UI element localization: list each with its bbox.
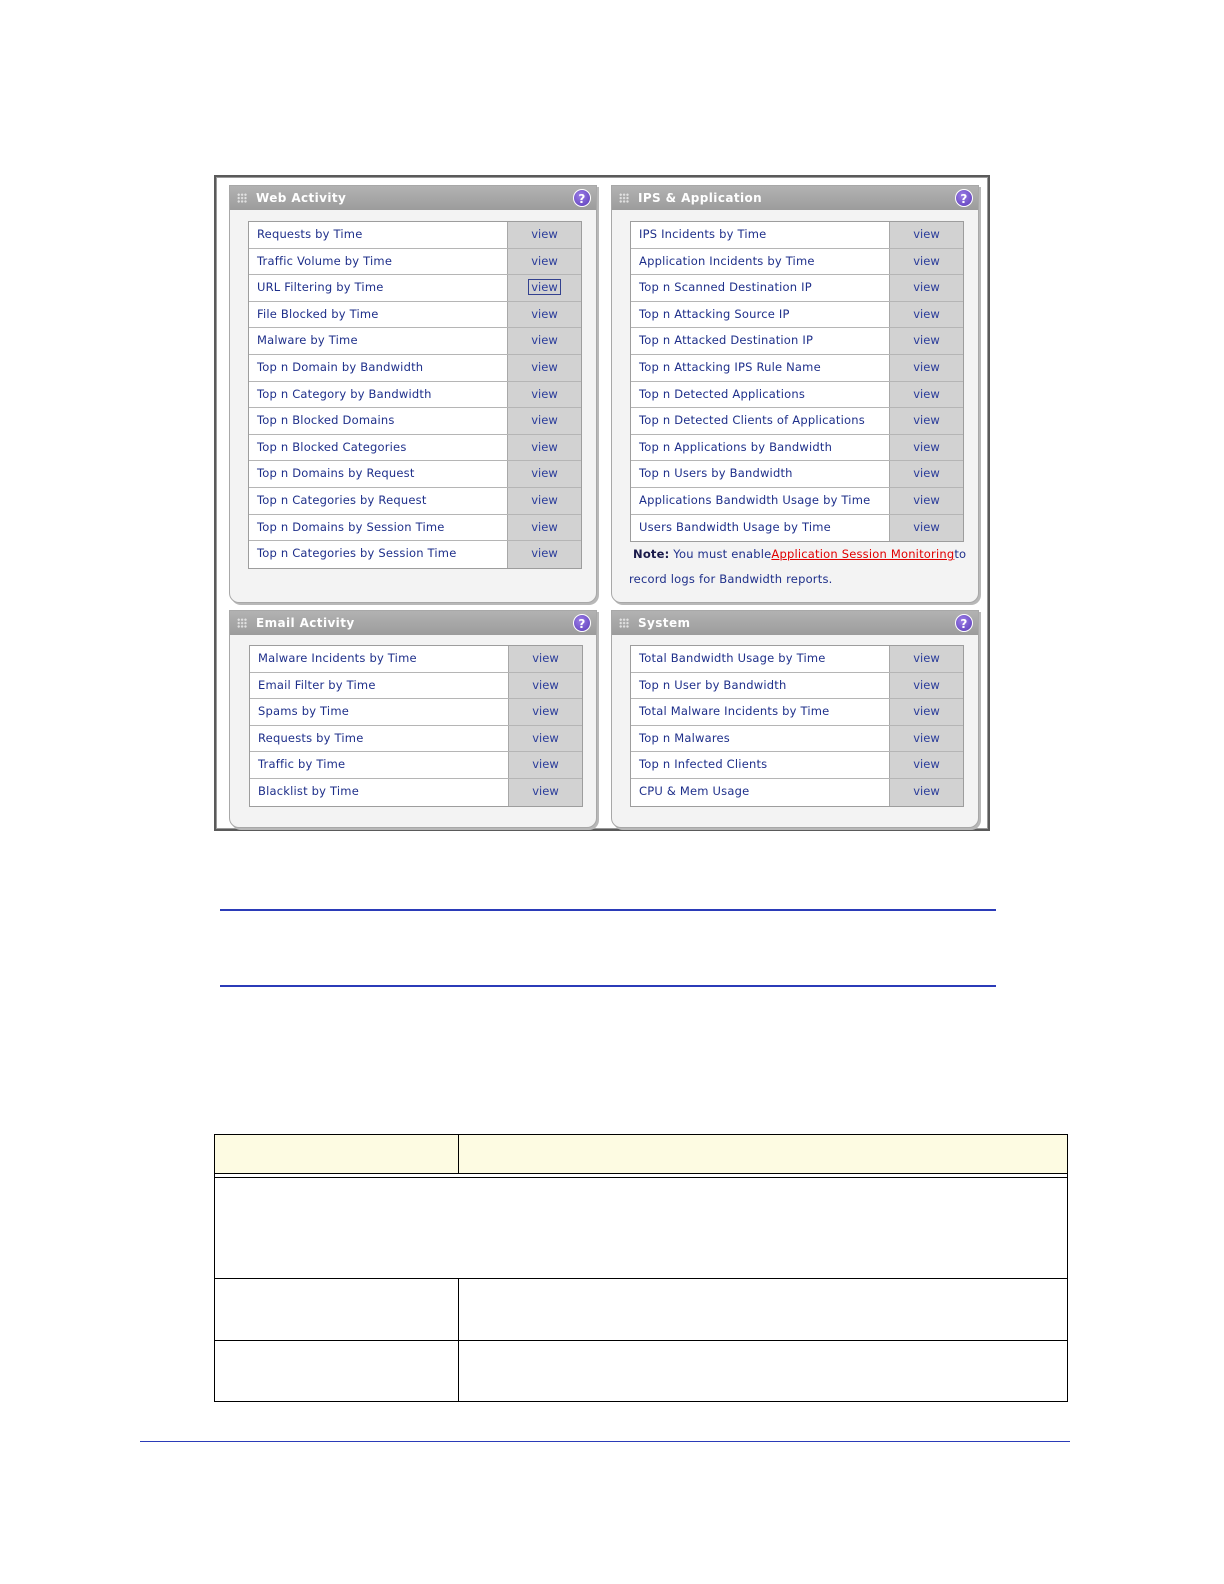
report-label-top-n-detected-applications: Top n Detected Applications [639, 386, 806, 401]
view-button-total-bandwidth-usage-by-time[interactable] [889, 646, 963, 672]
system-report-list [630, 645, 964, 807]
report-label-users-bandwidth-usage-by-time: Users Bandwidth Usage by Time [639, 519, 831, 534]
panel-title: IPS & Application [638, 191, 763, 205]
report-row [631, 249, 963, 276]
report-row [631, 408, 963, 435]
view-button-top-n-detected-applications[interactable] [889, 382, 963, 408]
report-row [249, 515, 581, 542]
help-icon[interactable]: ? [573, 614, 591, 632]
report-row [631, 275, 963, 302]
view-button-label: view [532, 677, 559, 692]
view-button-label: view [532, 757, 559, 772]
system-header [612, 611, 978, 635]
report-row [631, 355, 963, 382]
view-button-label: view [531, 227, 558, 241]
view-button-top-n-domain-by-bandwidth[interactable] [507, 355, 581, 381]
report-label-applications-bandwidth-usage-by-time: Applications Bandwidth Usage by Time [639, 492, 871, 507]
report-row [249, 541, 581, 568]
view-button-top-n-attacked-destination-ip[interactable] [889, 328, 963, 354]
view-button-malware-by-time[interactable] [507, 328, 581, 354]
panel-title: Web Activity [256, 191, 347, 205]
report-label-traffic-volume-by-time: Traffic Volume by Time [257, 253, 393, 268]
report-label-top-n-users-by-bandwidth: Top n Users by Bandwidth [639, 466, 793, 481]
report-label-top-n-user-by-bandwidth: Top n User by Bandwidth [639, 677, 787, 692]
report-label-top-n-attacking-source-ip: Top n Attacking Source IP [639, 306, 790, 321]
report-label-top-n-categories-by-session-time: Top n Categories by Session Time [257, 546, 457, 561]
table-column-divider [458, 1279, 459, 1401]
view-button-label: view [532, 730, 559, 745]
report-label-ips-incidents-by-time: IPS Incidents by Time [639, 227, 767, 241]
system-panel [611, 610, 979, 828]
view-button-label: view [913, 757, 940, 772]
view-button-label: view [913, 386, 940, 401]
report-row [631, 673, 963, 700]
view-button-traffic-volume-by-time[interactable] [507, 249, 581, 275]
report-row [631, 435, 963, 462]
help-icon[interactable]: ? [955, 614, 973, 632]
report-row [250, 673, 582, 700]
grip-icon[interactable] [237, 193, 247, 203]
help-icon[interactable]: ? [573, 189, 591, 207]
view-button-label: view [531, 413, 558, 428]
settings-table [214, 1134, 1068, 1402]
report-label-top-n-attacking-ips-rule-name: Top n Attacking IPS Rule Name [639, 359, 821, 374]
report-row [250, 779, 582, 806]
view-button-label: view [531, 333, 558, 348]
view-button-label: view [531, 466, 558, 481]
report-label-malware-by-time: Malware by Time [257, 333, 358, 348]
report-row [250, 726, 582, 753]
view-button-malware-incidents-by-time[interactable] [508, 646, 582, 672]
panel-title: System [638, 616, 691, 630]
report-row [249, 435, 581, 462]
report-label-url-filtering-by-time: URL Filtering by Time [257, 280, 384, 295]
view-button-top-n-detected-clients-of-applications[interactable] [889, 408, 963, 434]
view-button-ips-incidents-by-time[interactable] [889, 222, 963, 248]
report-label-top-n-malwares: Top n Malwares [639, 730, 730, 745]
report-row [249, 355, 581, 382]
view-button-total-malware-incidents-by-time[interactable] [889, 699, 963, 725]
view-button-label: view [913, 677, 940, 692]
report-row [631, 222, 963, 249]
report-row [631, 646, 963, 673]
view-button-top-n-users-by-bandwidth[interactable] [889, 461, 963, 487]
view-button-top-n-malwares[interactable] [889, 726, 963, 752]
report-label-top-n-categories-by-request: Top n Categories by Request [257, 492, 427, 507]
report-row [249, 382, 581, 409]
web-activity-header [230, 186, 596, 210]
view-button-label: view [913, 359, 940, 374]
report-label-top-n-domains-by-request: Top n Domains by Request [257, 466, 415, 481]
ips-application-panel [611, 185, 979, 603]
web-activity-report-list [248, 221, 582, 569]
view-button-requests-by-time[interactable] [508, 726, 582, 752]
note-rule-bottom [220, 985, 996, 987]
report-label-total-malware-incidents-by-time: Total Malware Incidents by Time [639, 704, 830, 719]
view-button-label: view [913, 439, 940, 454]
report-row [631, 752, 963, 779]
view-button-top-n-domains-by-request[interactable] [507, 461, 581, 487]
note-text: You must enable [673, 547, 772, 561]
email-activity-report-list [249, 645, 583, 807]
view-button-email-filter-by-time[interactable] [508, 673, 582, 699]
view-button-traffic-by-time[interactable] [508, 752, 582, 778]
report-label-total-bandwidth-usage-by-time: Total Bandwidth Usage by Time [639, 651, 826, 665]
table-row-rule [215, 1340, 1067, 1341]
view-button-top-n-infected-clients[interactable] [889, 752, 963, 778]
view-button-top-n-blocked-domains[interactable] [507, 408, 581, 434]
report-row [249, 408, 581, 435]
report-label-cpu-and-mem-usage: CPU & Mem Usage [639, 783, 750, 798]
view-button-application-incidents-by-time[interactable] [889, 249, 963, 275]
view-button-label: view [913, 280, 940, 295]
table-header-divider [458, 1135, 459, 1173]
note-rule-top [220, 909, 996, 911]
report-label-spams-by-time: Spams by Time [258, 704, 350, 719]
grip-icon[interactable] [619, 193, 629, 203]
report-row [249, 275, 581, 302]
view-button-top-n-blocked-categories[interactable] [507, 435, 581, 461]
report-row [249, 222, 581, 249]
report-label-requests-by-time: Requests by Time [258, 730, 364, 745]
grip-icon[interactable] [619, 618, 629, 628]
report-row [631, 779, 963, 806]
view-button-spams-by-time[interactable] [508, 699, 582, 725]
view-button-label: view [531, 253, 558, 268]
view-button-users-bandwidth-usage-by-time[interactable] [889, 515, 963, 542]
view-button-top-n-user-by-bandwidth[interactable] [889, 673, 963, 699]
view-button-label: view [913, 704, 940, 719]
table-header-row [215, 1135, 1067, 1174]
view-button-label: view [913, 466, 940, 481]
grip-icon[interactable] [237, 618, 247, 628]
view-button-label: view [532, 704, 559, 719]
view-button-cpu-and-mem-usage[interactable] [889, 779, 963, 806]
view-button-url-filtering-by-time[interactable] [507, 275, 581, 301]
view-button-top-n-categories-by-session-time[interactable] [507, 541, 581, 568]
view-button-top-n-attacking-source-ip[interactable] [889, 302, 963, 328]
report-row [250, 646, 582, 673]
view-button-requests-by-time[interactable] [507, 222, 581, 248]
report-label-malware-incidents-by-time: Malware Incidents by Time [258, 651, 417, 665]
application-session-monitoring-link[interactable]: Application Session Monitoring [771, 547, 955, 561]
email-activity-header [230, 611, 596, 635]
report-label-top-n-scanned-destination-ip: Top n Scanned Destination IP [639, 280, 812, 295]
view-button-label: view [913, 413, 940, 428]
view-button-file-blocked-by-time[interactable] [507, 302, 581, 328]
view-button-label: view [531, 280, 558, 295]
report-row [249, 249, 581, 276]
report-label-file-blocked-by-time: File Blocked by Time [257, 306, 379, 321]
report-label-requests-by-time: Requests by Time [257, 227, 363, 241]
view-button-label: view [531, 519, 558, 534]
view-button-top-n-domains-by-session-time[interactable] [507, 515, 581, 541]
report-row [249, 461, 581, 488]
report-label-top-n-domains-by-session-time: Top n Domains by Session Time [257, 519, 445, 534]
panel-title: Email Activity [256, 616, 355, 630]
view-button-top-n-category-by-bandwidth[interactable] [507, 382, 581, 408]
email-activity-panel [229, 610, 597, 828]
report-label-top-n-applications-by-bandwidth: Top n Applications by Bandwidth [639, 439, 833, 454]
report-label-top-n-infected-clients: Top n Infected Clients [639, 757, 768, 772]
table-row-rule [215, 1278, 1067, 1279]
view-button-label: view [532, 651, 559, 665]
report-row [631, 488, 963, 515]
report-label-email-filter-by-time: Email Filter by Time [258, 677, 376, 692]
view-button-label: view [913, 730, 940, 745]
report-row [250, 699, 582, 726]
report-row [631, 328, 963, 355]
web-activity-panel [229, 185, 597, 603]
ips-application-header [612, 186, 978, 210]
report-label-top-n-blocked-domains: Top n Blocked Domains [257, 413, 395, 428]
view-button-label: view [913, 783, 940, 798]
report-label-top-n-detected-clients-of-applications: Top n Detected Clients of Applications [639, 413, 865, 428]
table-header-rule [215, 1177, 1067, 1178]
report-row [631, 699, 963, 726]
report-label-application-incidents-by-time: Application Incidents by Time [639, 253, 815, 268]
view-button-top-n-scanned-destination-ip[interactable] [889, 275, 963, 301]
ips-application-report-list [630, 221, 964, 542]
view-button-label: view [531, 306, 558, 321]
view-button-label: view [913, 227, 940, 241]
report-row [631, 726, 963, 753]
help-icon[interactable]: ? [955, 189, 973, 207]
view-button-label: view [531, 546, 558, 561]
view-button-label: view [531, 386, 558, 401]
report-row [631, 302, 963, 329]
report-label-top-n-category-by-bandwidth: Top n Category by Bandwidth [257, 386, 432, 401]
report-label-top-n-domain-by-bandwidth: Top n Domain by Bandwidth [257, 359, 424, 374]
note-label: Note: [633, 547, 670, 561]
view-button-label: view [531, 359, 558, 374]
view-button-label: view [913, 253, 940, 268]
view-button-blacklist-by-time[interactable] [508, 779, 582, 806]
view-button-label: view [913, 492, 940, 507]
report-row [631, 461, 963, 488]
view-button-top-n-applications-by-bandwidth[interactable] [889, 435, 963, 461]
view-button-label: view [531, 492, 558, 507]
report-label-traffic-by-time: Traffic by Time [258, 757, 346, 772]
report-label-top-n-attacked-destination-ip: Top n Attacked Destination IP [639, 333, 814, 348]
view-button-label: view [913, 306, 940, 321]
view-button-top-n-categories-by-request[interactable] [507, 488, 581, 514]
report-label-blacklist-by-time: Blacklist by Time [258, 783, 359, 798]
report-row [249, 488, 581, 515]
footer-rule [140, 1441, 1070, 1442]
report-row [250, 752, 582, 779]
view-button-label: view [532, 783, 559, 798]
view-button-applications-bandwidth-usage-by-time[interactable] [889, 488, 963, 514]
report-row [631, 382, 963, 409]
view-button-label: view [913, 519, 940, 534]
view-button-label: view [913, 651, 940, 665]
report-label-top-n-blocked-categories: Top n Blocked Categories [257, 439, 407, 454]
reports-screenshot [214, 175, 990, 831]
report-row [249, 328, 581, 355]
view-button-label: view [913, 333, 940, 348]
report-row [631, 515, 963, 542]
report-row [249, 302, 581, 329]
note-text-after: to [954, 547, 967, 561]
bandwidth-note [633, 542, 966, 567]
view-button-label: view [531, 439, 558, 454]
view-button-top-n-attacking-ips-rule-name[interactable] [889, 355, 963, 381]
bandwidth-note-line2: record logs for Bandwidth reports. [629, 572, 833, 586]
